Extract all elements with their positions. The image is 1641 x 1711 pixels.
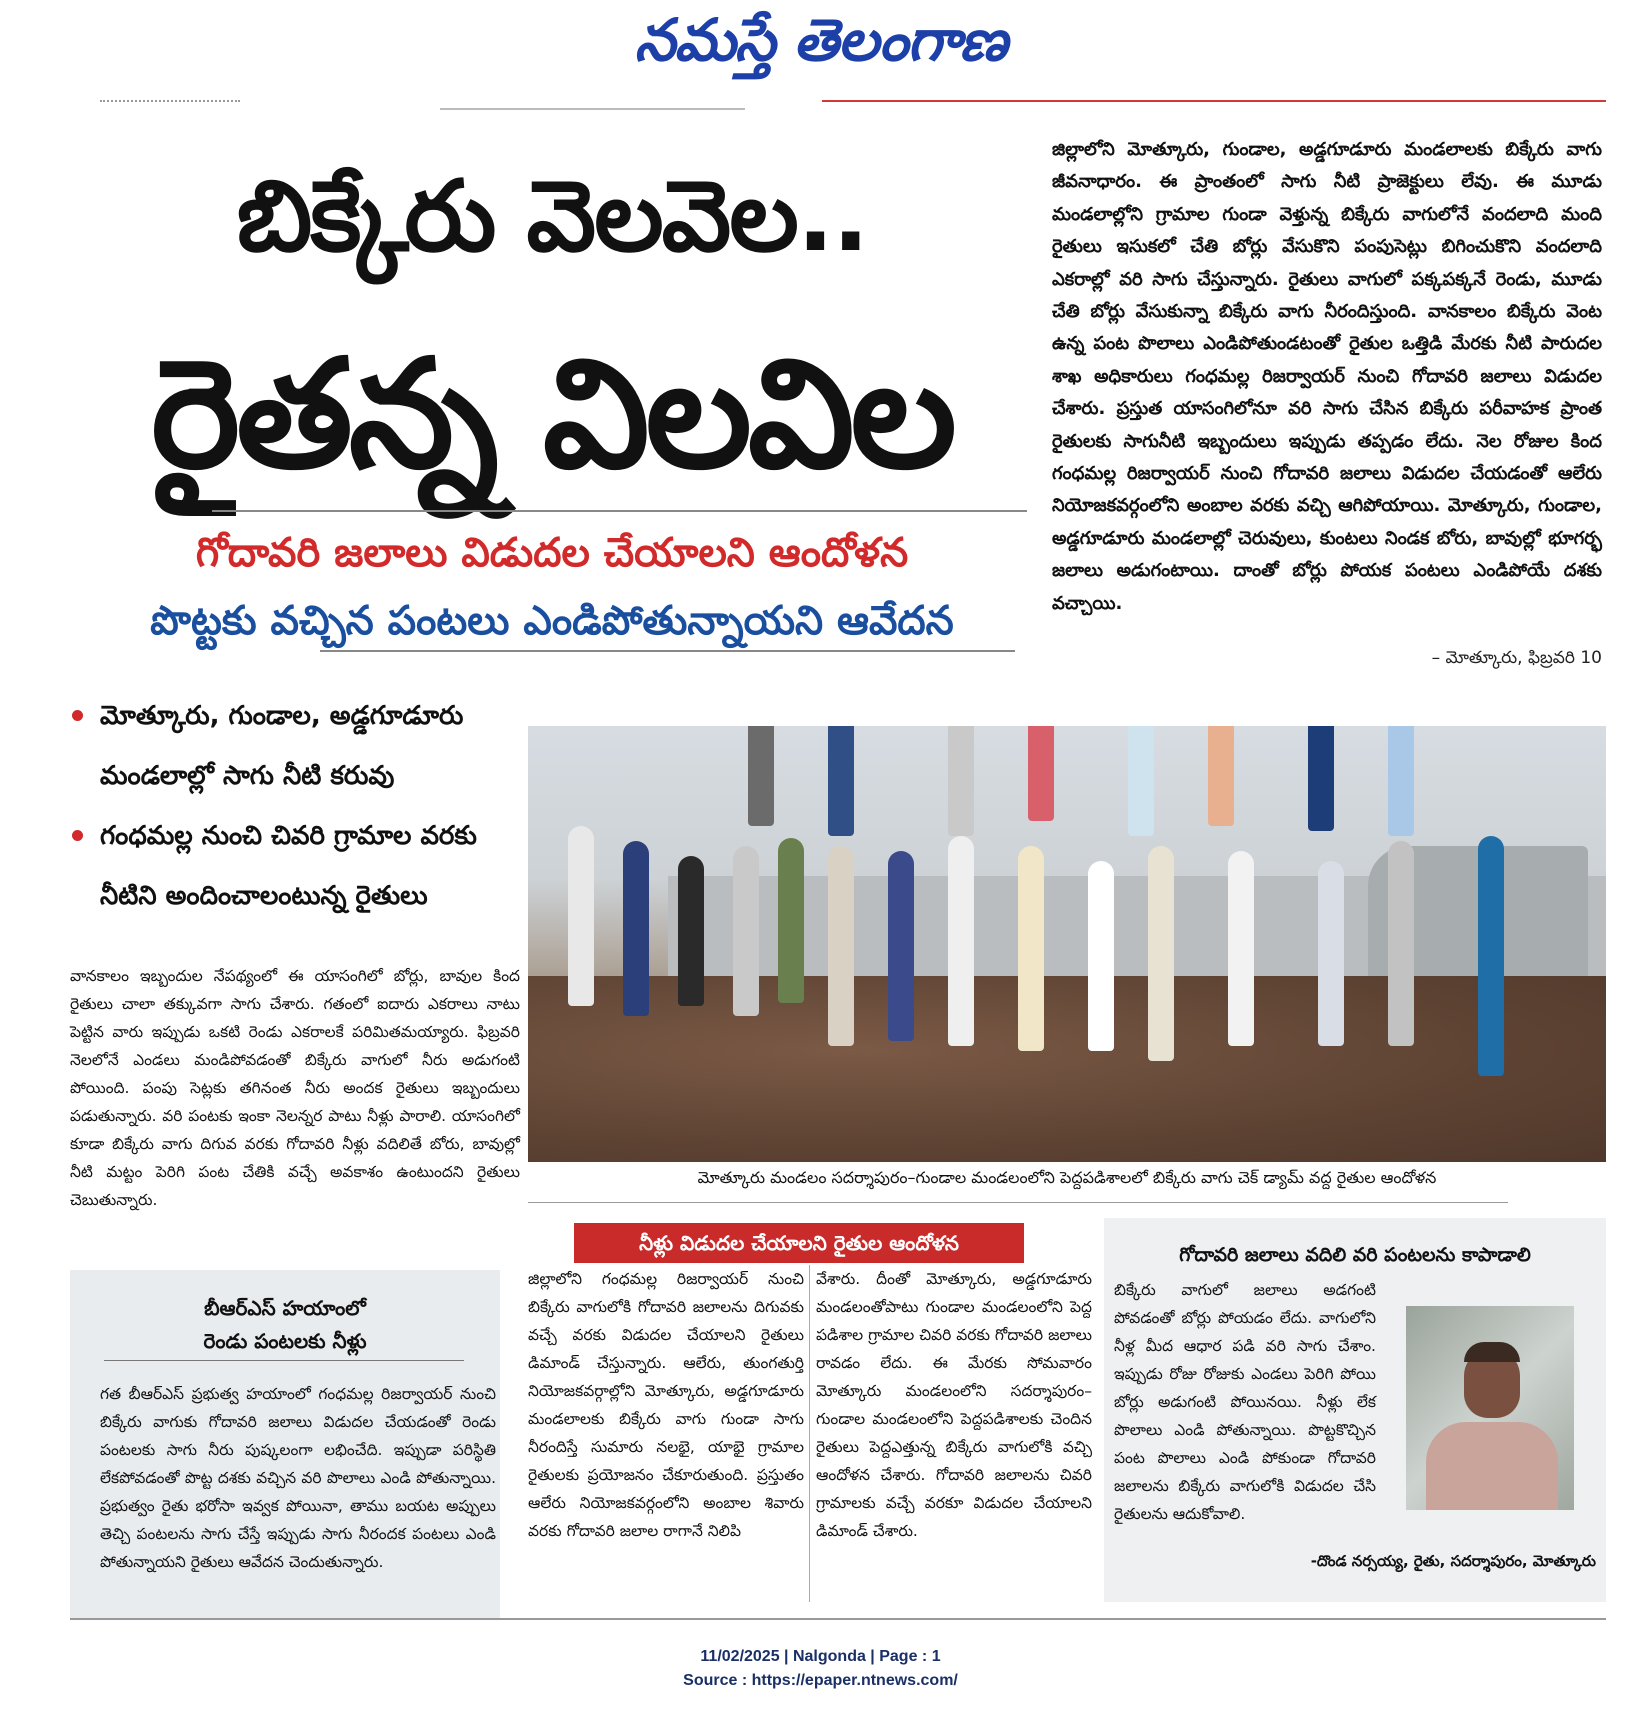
farmer-figure [1088,861,1114,1051]
farmer-figure [1388,726,1414,836]
brs-box-title-line-2: రెండు పంటలకు నీళ్లు [203,1329,367,1353]
farmer-figure [1228,851,1254,1046]
brs-box-title-line-1: బీఆర్ఎస్ హయాంలో [204,1296,366,1320]
dateline: – మోత్కూరు, ఫిబ్రవరి 10 [1431,648,1602,668]
intro-paragraph: జిల్లాలోని మోత్కూరు, గుండాల, అడ్డగూడూరు మండలాలకు బిక్కేరు వాగు జీవనాధారం. ఈ ప్రాంతంలో సాగు నీటి ప్రాజెక్టులు లేవు. ఈ మూడు మండలాల్లోని గ్రామాల గుండా వెళ్తున్న బిక్కేరు వాగులోనే వందలాది మంది రైతులు ఇసుకలో చేతి బోర్లు వేసుకొని పంపుసెట్లు బిగించుకొని వందలాది ఎకరాల్లో వరి సాగు చేస్తున్నారు. రైతులు వాగులో పక్కపక్కనే రెండు, మూడు చేతి బోర్లు వేసుకున్నా బిక్కేరు వాగు నీరందిస్తుంది. వానకాలం బిక్కేరు వెంట ఉన్న పంట పొలాలు ఎండిపోతుండటంతో రైతుల ఒత్తిడి మేరకు నీటి పారుదల శాఖ అధికారులు గంధమల్ల రిజర్వాయర్ నుంచి గోదావరి జలాలు విడుదల చేశారు. ప్రస్తుత యాసంగిలోనూ వరి సాగు చేసిన బిక్కేరు పరీవాహక ప్రాంత రైతులకు సాగునీటి ఇబ్బందులు ఇప్పుడు తప్పడం లేదు. నెల రోజుల కింద గంధమల్ల రిజర్వాయర్ నుంచి గోదావరి జలాలు విడుదల చేయడంతో ఆలేరు నియోజకవర్గంలోని అంబాల వరకు వచ్చి ఆగిపోయాయి. మోత్కూరు, గుండాల, అడ్డగూడూరు మండలాల్లో చెరువులు, కుంటలు నిండక బోరు, బావుల్లో భూగర్భ జలాలు అడుగంటాయి. దాంతో బోర్లు పోయక పంటలు ఎండిపోయే దశకు వచ్చాయి. [1052,139,1602,614]
farmer-figure [778,838,804,1003]
divider [212,510,1027,512]
farmer-figure [678,856,704,1006]
farmer-figure [948,726,974,836]
farmer-figure [733,846,759,1016]
brs-box-title [70,1292,500,1358]
divider [320,650,1015,652]
farmer-figure [1478,836,1504,1076]
farmer-figure [1308,726,1334,831]
farmer-figure [1318,861,1344,1046]
farmer-figure [1208,726,1234,826]
farmer-figure [828,726,854,836]
farmer-figure [568,826,594,1006]
headline-line-1: బిక్కేరు వెలవెల.. [236,160,868,274]
bullet-item [70,686,530,806]
divider [100,100,240,104]
quote-box-title: గోదావరి జలాలు వదిలి వరి పంటలను కాపాడాలి [1179,1244,1531,1266]
photo-caption: మోత్కూరు మండలం సదర్శాపురం–గుండాల మండలంలోని పెద్దపడిశాలలో బిక్కేరు వాగు చెక్ డ్యామ్ వద్ద రైతుల ఆందోళన [697,1168,1437,1187]
farmer-figure [1128,726,1154,836]
quote-credit: -దొండ నర్సయ్య, రైతు, సదర్శాపురం, మోత్కూరు [1310,1552,1596,1570]
farmer-figure [1388,841,1414,1046]
bullet-icon [72,710,83,721]
subheadline-red: గోదావరి జలాలు విడుదల చేయాలని ఆందోళన [195,530,909,576]
divider [70,1618,1606,1620]
farmer-figure [748,726,774,826]
divider [440,108,745,110]
protest-banner: నీళ్లు విడుదల చేయాలని రైతుల ఆందోళన [574,1223,1024,1263]
subheadline-blue: పొట్టకు వచ్చిన పంటలు ఎండిపోతున్నాయని ఆవేదన [150,598,954,644]
divider [528,1202,1508,1203]
masthead-logo: నమస్తే తెలంగాణ [634,6,1007,74]
left-paragraph: వానకాలం ఇబ్బందుల నేపథ్యంలో ఈ యాసంగిలో బోర్లు, బావుల కింద రైతులు చాలా తక్కువగా సాగు చేశారు. గతంలో ఐదారు ఎకరాలు నాటు పెట్టిన వారు ఇప్పుడు ఒకటి రెండు ఎకరాలకే పరిమితమయ్యారు. ఫిబ్రవరి నెలలోనే ఎండలు మండిపోవడంతో బిక్కేరు వాగులో నీరు అడుగంటి పోయింది. పంపు సెట్లకు తగినంత నీరు అందక రైతులు ఇబ్బందులు పడుతున్నారు. వరి పంటకు ఇంకా నెలన్నర పాటు నీళ్లు పారాలి. యాసంగిలో కూడా బిక్కేరు వాగు దిగువ వరకు గోదావరి నీళ్లు వదిలితే బోరు, బావుల్లో నీటి మట్టం పెరిగి పంట చేతికి వచ్చే అవకాశం ఉంటుందని రైతులు చెబుతున్నారు. [70,967,520,1209]
news-photo [528,726,1606,1162]
brs-box-body: గత బీఆర్ఎస్ ప్రభుత్వ హయాంలో గంధమల్ల రిజర్వాయర్ నుంచి బిక్కేరు వాగుకు గోదావరి జలాలు విడుదల చేయడంతో రెండు పంటలకు సాగు నీరు పుష్కలంగా లభించేది. ఇప్పుడా పరిస్థితి లేకపోవడంతో పొట్ట దశకు వచ్చిన వరి పొలాలు ఎండి పోతున్నాయి. ప్రభుత్వం రైతు భరోసా ఇవ్వక పోయినా, తాము బయట అప్పులు తెచ్చి పంటలను సాగు చేస్తే ఇప్పుడు సాగు నీరందక పంటలు ఎండి పోతున్నాయని రైతులు ఆవేదన చెందుతున్నారు. [100,1385,496,1571]
headline-line-2: రైతన్న విలవిల [151,328,953,502]
footer-edition-info: 11/02/2025 | Nalgonda | Page : 1 [700,1648,941,1665]
protest-column-b: వేశారు. దీంతో మోత్కూరు, అడ్డగూడూరు మండలంతోపాటు గుండాల మండలంలోని పెద్ద పడిశాల గ్రామాల చివరి వరకు గోదావరి జలాలు రావడం లేదు. ఈ మేరకు సోమవారం మోత్కూరు మండలంలోని సదర్శాపురం–గుండాల మండలంలోని పెద్దపడిశాలకు చెందిన రైతులు పెద్దఎత్తున్న బిక్కేరు వాగులోకి వచ్చి ఆందోళన చేశారు. గోదావరి జలాలను చివరి గ్రామాలకు వచ్చే వరకూ విడుదల చేయాలని డిమాండ్ చేశారు. [816,1270,1092,1540]
bullet-text: గంధమల్ల నుంచి చివరి గ్రామాల వరకు నీటిని అందించాలంటున్న రైతులు [100,821,477,911]
farmer-figure [888,851,914,1041]
divider [822,100,1606,102]
farmer-figure [1018,846,1044,1051]
farmer-portrait [1406,1306,1574,1510]
protest-column-a: జిల్లాలోని గంధమల్ల రిజర్వాయర్ నుంచి బిక్కేరు వాగులోకి గోదావరి జలాలను దిగువకు వచ్చే వరకు విడుదల చేయాలని రైతులు డిమాండ్ చేస్తున్నారు. ఆలేరు, తుంగతుర్తి నియోజకవర్గాల్లోని మోత్కూరు, అడ్డగూడూరు మండలాలకు బిక్కేరు వాగు గుండా సాగు నీరందిస్తే సుమారు నలభై, యాభై గ్రామాల రైతులకు ప్రయోజనం చేకూరుతుంది. ప్రస్తుతం ఆలేరు నియోజకవర్గంలోని అంబాల శివారు వరకు గోదావరి జలాల రాగానే నిలిపి [528,1270,804,1540]
footer-source-link[interactable]: Source : https://epaper.ntnews.com/ [683,1672,958,1689]
bullet-list [70,686,530,926]
bullet-text: మోత్కూరు, గుండాల, అడ్డగూడూరు మండలాల్లో సాగు నీటి కరువు [100,701,464,791]
bullet-icon [72,830,83,841]
farmer-figure [828,846,854,1046]
farmer-figure [948,836,974,1046]
farmer-figure [1028,726,1054,821]
divider [809,1265,810,1602]
bullet-item [70,806,530,926]
farmer-figure [623,841,649,1016]
quote-box-body: బిక్కేరు వాగులో జలాలు అడగంటి పోవడంతో బోర్లు పోయడం లేదు. వాగులోని నీళ్ల మీద ఆధార పడి వరి సాగు చేశాం. ఇప్పుడు రోజు రోజుకు ఎండలు పెరిగి పోయి బోర్లు అడుగంటి పోయినయి. నీళ్లు లేక పొలాలు ఎండి పోతున్నాయి. పొట్టకొచ్చిన పంట పొలాలు ఎండి పోకుండా గోదావరి జలాలను బిక్కేరు వాగులోకి విడుదల చేసి రైతులను ఆదుకోవాలి. [1114,1281,1376,1523]
portrait-shirt [1426,1422,1558,1510]
portrait-hair [1464,1342,1520,1362]
farmer-figure [1148,846,1174,1061]
divider [104,1360,464,1361]
